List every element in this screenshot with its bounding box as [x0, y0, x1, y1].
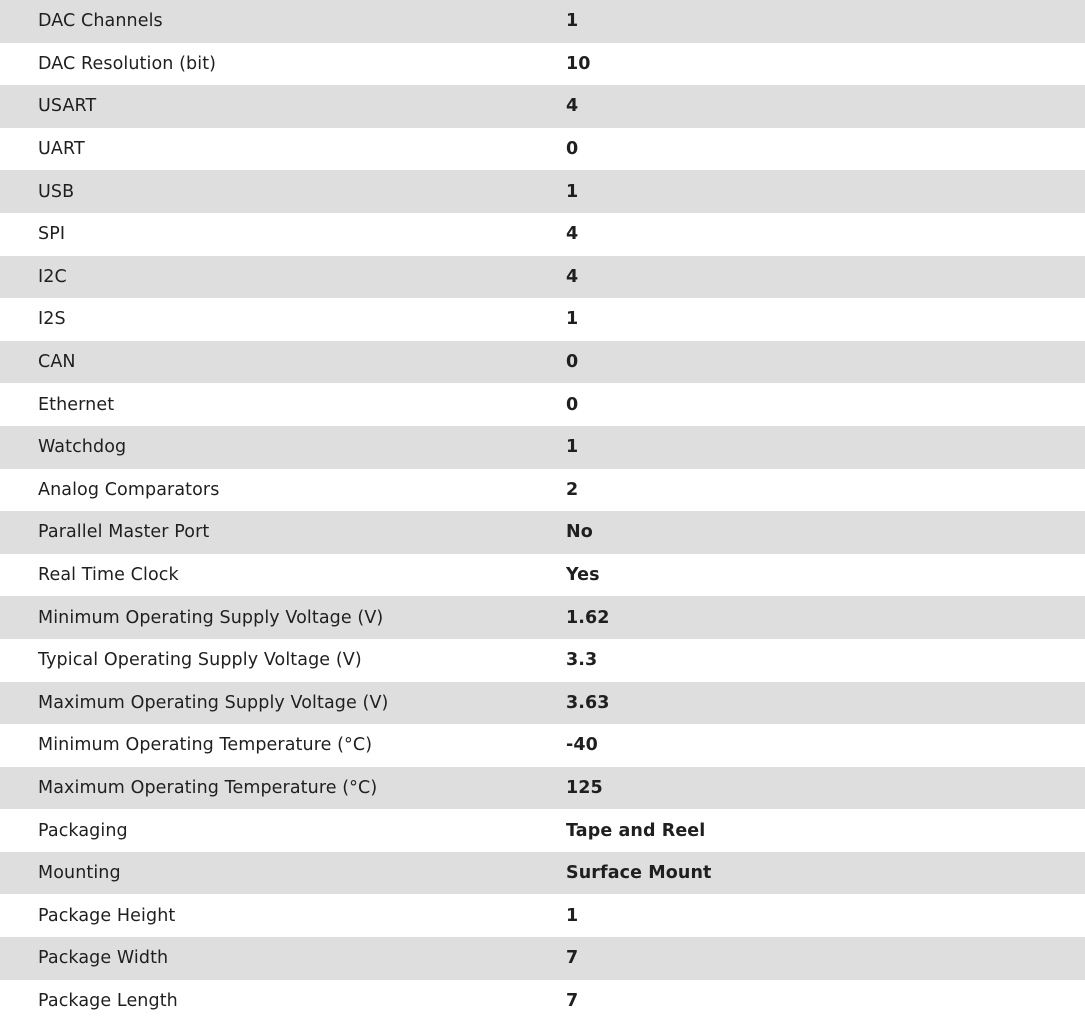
- spec-value: 1.62: [566, 596, 1085, 639]
- spec-value: 7: [566, 980, 1085, 1022]
- spec-row-real-time-clock: [0, 554, 1085, 597]
- spec-value: 3.63: [566, 682, 1085, 725]
- spec-row-min-supply-voltage: [0, 596, 1085, 639]
- spec-value: 4: [566, 256, 1085, 299]
- spec-row-ethernet: [0, 383, 1085, 426]
- spec-value: 1: [566, 0, 1085, 43]
- spec-row-watchdog: [0, 426, 1085, 469]
- spec-row-spi: [0, 213, 1085, 256]
- spec-label: Minimum Operating Supply Voltage (V): [0, 596, 566, 639]
- spec-label: Maximum Operating Temperature (°C): [0, 767, 566, 810]
- spec-row-max-temperature: [0, 767, 1085, 810]
- spec-label: DAC Resolution (bit): [0, 43, 566, 86]
- spec-label: CAN: [0, 341, 566, 384]
- spec-row-package-length: [0, 980, 1085, 1022]
- spec-value: Tape and Reel: [566, 809, 1085, 852]
- spec-row-dac-channels: [0, 0, 1085, 43]
- spec-value: 1: [566, 298, 1085, 341]
- spec-row-parallel-master-port: [0, 511, 1085, 554]
- spec-label: Typical Operating Supply Voltage (V): [0, 639, 566, 682]
- spec-label: UART: [0, 128, 566, 171]
- spec-row-analog-comparators: [0, 469, 1085, 512]
- spec-row-packaging: [0, 809, 1085, 852]
- spec-label: Minimum Operating Temperature (°C): [0, 724, 566, 767]
- spec-row-dac-resolution: [0, 43, 1085, 86]
- spec-value: 4: [566, 85, 1085, 128]
- spec-value: 3.3: [566, 639, 1085, 682]
- spec-row-i2s: [0, 298, 1085, 341]
- spec-value: 1: [566, 170, 1085, 213]
- spec-value: 0: [566, 128, 1085, 171]
- spec-label: Maximum Operating Supply Voltage (V): [0, 682, 566, 725]
- spec-value: 10: [566, 43, 1085, 86]
- spec-row-package-width: [0, 937, 1085, 980]
- spec-value: 4: [566, 213, 1085, 256]
- spec-value: 2: [566, 469, 1085, 512]
- spec-label: Real Time Clock: [0, 554, 566, 597]
- spec-row-mounting: [0, 852, 1085, 895]
- spec-value: 1: [566, 426, 1085, 469]
- spec-row-package-height: [0, 894, 1085, 937]
- spec-value: Surface Mount: [566, 852, 1085, 895]
- spec-label: USART: [0, 85, 566, 128]
- spec-label: Ethernet: [0, 383, 566, 426]
- spec-value: 1: [566, 894, 1085, 937]
- spec-value: 0: [566, 383, 1085, 426]
- spec-label: Package Height: [0, 894, 566, 937]
- spec-row-max-supply-voltage: [0, 682, 1085, 725]
- spec-row-can: [0, 341, 1085, 384]
- spec-label: Mounting: [0, 852, 566, 895]
- spec-label: Analog Comparators: [0, 469, 566, 512]
- spec-value: 125: [566, 767, 1085, 810]
- spec-label: SPI: [0, 213, 566, 256]
- spec-value: -40: [566, 724, 1085, 767]
- spec-label: Packaging: [0, 809, 566, 852]
- spec-value: No: [566, 511, 1085, 554]
- spec-row-uart: [0, 128, 1085, 171]
- spec-value: 7: [566, 937, 1085, 980]
- spec-label: DAC Channels: [0, 0, 566, 43]
- spec-value: 0: [566, 341, 1085, 384]
- spec-label: Package Width: [0, 937, 566, 980]
- spec-label: Watchdog: [0, 426, 566, 469]
- spec-label: I2S: [0, 298, 566, 341]
- spec-label: USB: [0, 170, 566, 213]
- spec-value: Yes: [566, 554, 1085, 597]
- spec-row-typ-supply-voltage: [0, 639, 1085, 682]
- spec-label: I2C: [0, 256, 566, 299]
- spec-label: Parallel Master Port: [0, 511, 566, 554]
- spec-row-i2c: [0, 256, 1085, 299]
- spec-row-usb: [0, 170, 1085, 213]
- spec-row-usart: [0, 85, 1085, 128]
- spec-row-min-temperature: [0, 724, 1085, 767]
- spec-label: Package Length: [0, 980, 566, 1022]
